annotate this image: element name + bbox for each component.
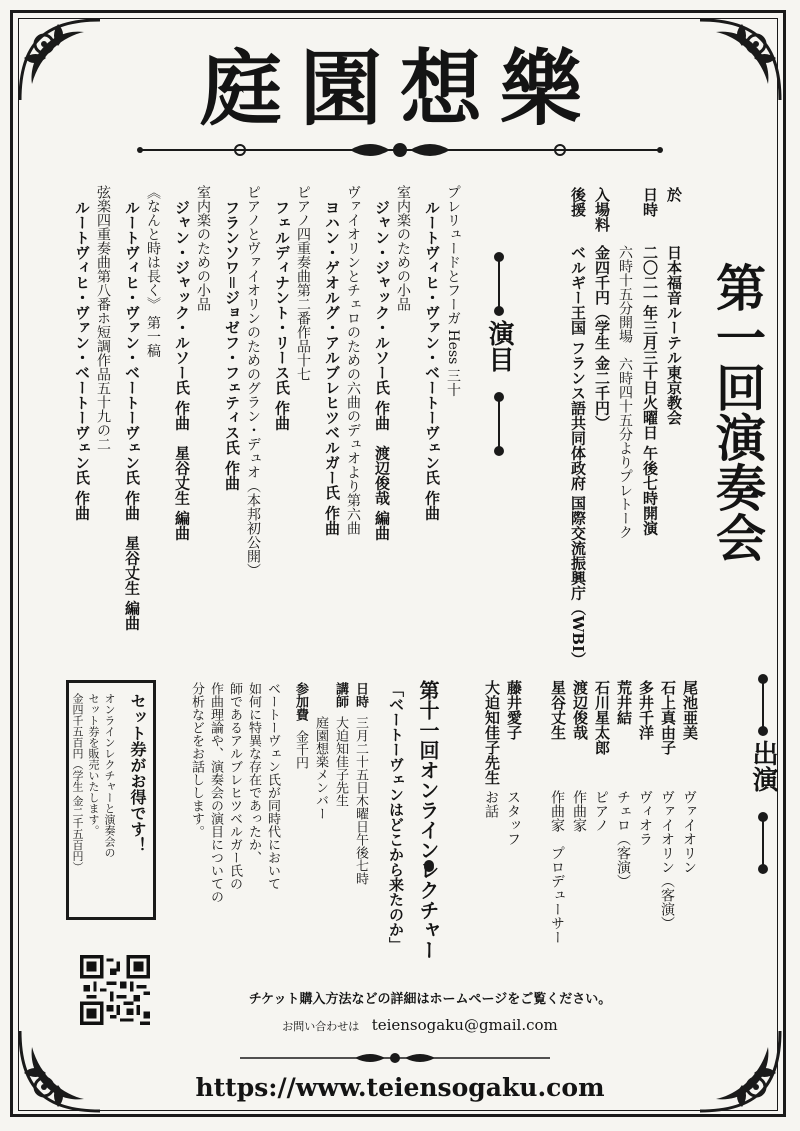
- program-item-title: ピアノ四重奏曲第二番作品十七: [295, 185, 311, 381]
- ticket-info: チケット購入方法などの詳細はホームページをご覧ください。: [248, 992, 612, 1007]
- program-item-composer: フェルディナント・リース氏 作曲: [273, 200, 291, 431]
- performer-role: ヴィオラ: [637, 790, 653, 846]
- performer-name: 星谷丈生: [549, 680, 567, 740]
- support-label: 後援: [569, 187, 587, 217]
- program-item-title: 弦楽四重奏曲第八番ホ短調作品五十九の二: [95, 185, 111, 451]
- performer-role: ヴァイオリン（客演）: [659, 790, 675, 930]
- lecture-description-line: 分析などをお話しします。: [189, 682, 204, 838]
- performer-role: 作曲家: [571, 790, 587, 832]
- lecturer-label: 講師: [333, 682, 348, 708]
- lecture-description-line: ベートーヴェン氏が同時代において: [265, 682, 280, 890]
- venue: 日本福音ルーテル東京教会: [665, 245, 683, 425]
- concert-fee: 金四千円（学生 金二千円）: [593, 245, 611, 431]
- lecturer-name: 大迫知佳子先生: [333, 716, 348, 807]
- lecture-description-line: 如何に特異な存在であったか、: [246, 682, 261, 864]
- contact-email-link[interactable]: teiensogaku@gmail.com: [371, 1016, 558, 1034]
- performer-role: スタッフ: [505, 790, 521, 846]
- lecturer-affiliation: 庭園想楽メンバー: [313, 716, 328, 820]
- corner-ornament-icon: [14, 1025, 106, 1117]
- program-item-composer: ジャン・ジャック・ルソー氏 作曲 星谷丈生 編曲: [173, 200, 191, 541]
- poster-title: 庭園想樂: [199, 41, 600, 137]
- performer-name: 渡辺俊哉: [571, 680, 589, 740]
- performer-name: 石川星太郎: [593, 680, 611, 755]
- performer-name: 荒井結: [615, 680, 633, 725]
- concert-time-detail: 六時十五分開場 六時四十五分よりプレトーク: [617, 245, 633, 539]
- contact-label: お問い合わせは: [282, 1020, 360, 1033]
- performers-heading-rule-bottom: [762, 818, 764, 868]
- venue-label: 於: [665, 187, 683, 202]
- lecture-fee-label: 参加費: [293, 682, 308, 721]
- lecture-description-line: 作曲理論や、演奏会の演目についての: [208, 682, 223, 903]
- performer-name: 尾池亜美: [681, 680, 699, 740]
- contact-line: [0, 1016, 800, 1034]
- title-divider-ornament-icon: [120, 138, 680, 162]
- set-ticket-box: [66, 680, 156, 920]
- program-item-composer: ヨハン・ゲオルグ・アルブレヒツベルガー氏 作曲: [323, 200, 341, 536]
- set-ticket-text: オンラインレクチャーと演奏会の: [103, 693, 116, 858]
- program-item-title: ヴァイオリンとチェロのための六曲のデュオより第六曲: [345, 185, 361, 535]
- performer-name: 石上真由子: [659, 680, 677, 755]
- performer-role: お話: [483, 790, 499, 818]
- set-ticket-price: 金四千五百円（学生 金二千五百円）: [71, 693, 84, 873]
- lecture-fee: 金千円: [293, 730, 308, 769]
- program-heading: 演目: [484, 320, 514, 372]
- performer-name: 藤井愛子: [505, 680, 523, 740]
- performer-role: ヴァイオリン: [681, 790, 697, 874]
- program-item-composer: ルートヴィヒ・ヴァン・ベートーヴェン氏 作曲 星谷丈生 編曲: [123, 200, 141, 631]
- website-url-link[interactable]: https://www.teiensogaku.com: [195, 1073, 605, 1102]
- program-item-title: 室内楽のための小品: [195, 185, 211, 311]
- program-item-title: 《なんと時は長く》 第一稿: [145, 185, 161, 358]
- program-heading-rule-top: [498, 258, 500, 310]
- concert-support: ベルギー王国 フランス語共同体政府 国際交流振興庁（WBI）: [569, 245, 587, 667]
- performer-role: 作曲家 プロデューサー: [549, 790, 565, 944]
- performers-heading-rule-top: [762, 680, 764, 730]
- program-item-composer: ジャン・ジャック・ルソー氏 作曲 渡辺俊哉 編曲: [373, 200, 391, 541]
- concert-date: 二〇二一年三月三十日火曜日 午後七時開演: [641, 245, 659, 536]
- program-item-composer: フランソワ＝ジョゼフ・フェティス氏 作曲: [223, 200, 241, 491]
- program-item-title: プレリュードとフーガ Hess 三十: [445, 185, 461, 397]
- fee-label: 入場料: [593, 187, 611, 232]
- program-item-title: 室内楽のための小品: [395, 185, 411, 311]
- performer-name: 大迫知佳子先生: [483, 680, 501, 785]
- corner-ornament-icon: [694, 1025, 786, 1117]
- performer-role: チェロ（客演）: [615, 790, 631, 888]
- lecture-date: 三月二十五日木曜日午後七時: [353, 716, 368, 885]
- lecture-heading: 第十一回オンラインレクチャー: [416, 680, 440, 960]
- program-item-composer: ルートヴィヒ・ヴァン・ベートーヴェン氏 作曲: [73, 200, 91, 521]
- footer-divider-ornament-icon: [230, 1049, 560, 1067]
- set-ticket-heading: セット券がお得です！: [128, 693, 147, 853]
- program-heading-rule-bottom: [498, 398, 500, 450]
- set-ticket-text: セット券を販売いたします。: [87, 693, 100, 836]
- lecture-description-line: 師であるアルブレヒツベルガー氏の: [227, 682, 242, 890]
- date-label: 日時: [641, 187, 659, 217]
- lecture-date-label: 日時: [353, 682, 368, 708]
- performers-heading: 出演: [748, 740, 778, 792]
- performer-name: 多井千洋: [637, 680, 655, 740]
- concert-title: 第一回演奏会: [708, 262, 767, 562]
- lecture-subtitle: 「ベートーヴェンはどこから来たのか」: [387, 682, 405, 952]
- performer-role: ピアノ: [593, 790, 609, 832]
- program-item-title: ピアノとヴァイオリンのためのグラン・デュオ（本邦初公開）: [245, 185, 261, 577]
- program-item-composer: ルートヴィヒ・ヴァン・ベートーヴェン氏 作曲: [423, 200, 441, 521]
